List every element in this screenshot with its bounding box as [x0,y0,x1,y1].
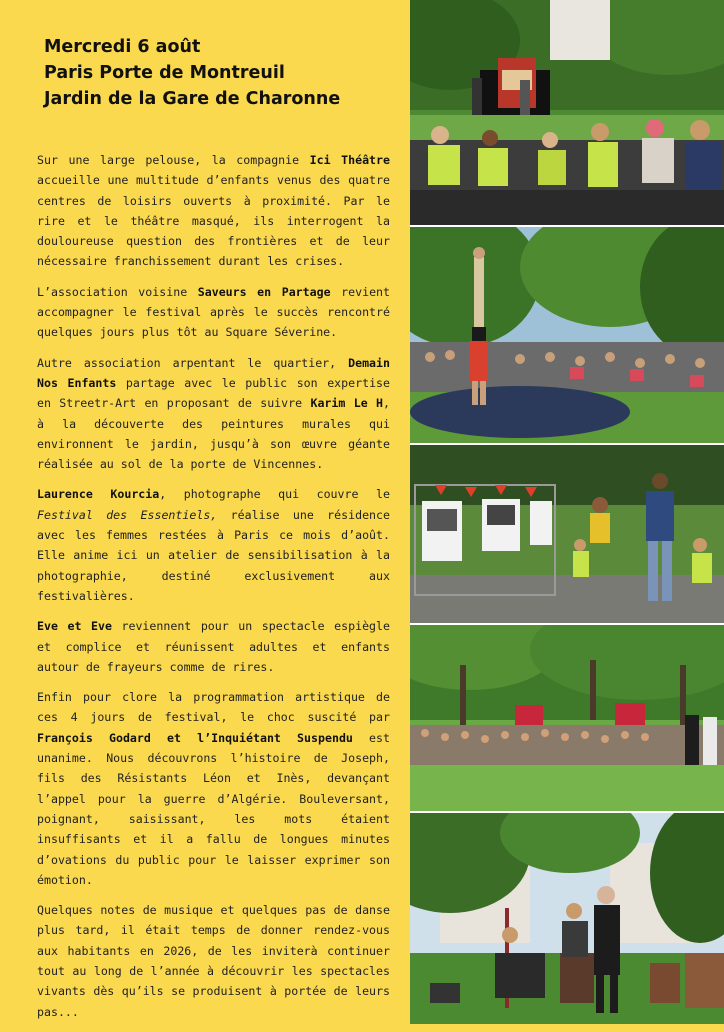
photo-column [410,0,724,1024]
association-name: Demain Nos Enfants [37,355,390,390]
text: L’association voisine [37,284,198,299]
paragraph-closing [37,900,390,1022]
paragraph-laurence-kourcia [37,484,390,606]
heading-date: Mercredi 6 août [44,37,201,57]
text: partage avec le public son expertise en Streetr-Art en proposant de suivre [37,375,391,411]
text: , photographe qui couvre le [159,487,390,502]
company-name: Eve et Eve [37,619,112,634]
association-name: Saveurs en Partage [197,284,331,299]
photo-exhibition-panels [410,445,724,623]
text: reviennent pour un spectacle espiègle et complice et réunissent adultes et enfants autour de frayeurs comme de rires. [37,619,390,674]
artist-name: Karim Le H [310,396,384,411]
text: est unanime. Nous découvrons l’histoire de Joseph, fils des Résistants Léon et Inès, devançant l’appel pour la guerre d’Algérie. Bouleversant, poignant, saisissant, les mots étaient insuffisants et il a fallu de longues minutes d’ovations du public pour le laisser exprimer son émotion. [37,730,391,887]
company-name: François Godard et l’Inquiétant Suspendu [37,730,353,745]
paragraph-demain-nos-enfants [37,353,390,475]
text: Sur une large pelouse, la compagnie [37,153,310,167]
text: revient accompagner le festival après le succès rencontré quelques jours plus tôt au Square Séverine. [37,284,391,340]
photo-seated-crowd-garden [410,625,724,811]
text: Enfin pour clore la programmation artistique de ces 4 jours de festival, le choc suscité par [37,690,390,725]
text: , à la découverte des peintures murales qui environnent le jardin, jusqu’à son œuvre géante réalisée au sol de la porte de Vincennes. [37,396,390,472]
photographer-name: Laurence Kourcia [37,487,160,502]
paragraph-ici-theatre [37,150,390,272]
photo-puppet-theatre-children [410,0,724,225]
photo-acrobat-lawn-audience [410,227,724,443]
paragraph-saveurs [37,282,390,343]
paragraph-eve-et-eve [37,616,390,677]
photo-musicians-performance [410,813,724,1024]
heading-location: Paris Porte de Montreuil [44,63,285,83]
text: Quelques notes de musique et quelques pas de danse plus tard, il était temps de donner rendez-vous aux habitants en 2026, de les inviterà continuer tout au long de l’année à découvrir les spectacles vivants dès qu’ils se produisent à portée de leurs pas... [37,903,390,1019]
text: accueille une multitude d’enfants venus des quatre centres de loisirs ouverts à proximité. Par le rire et le théâtre masqué, ils interrogent la douloureuse question des frontières et de leur nécessaire franchissement durant les crises. [37,173,390,269]
company-name: Ici Théâtre [309,153,390,167]
article-body [37,150,390,1032]
festival-name: Festival des Essentiels, [37,507,218,522]
heading-venue: Jardin de la Gare de Charonne [44,89,341,109]
text: réalise une résidence avec les femmes restées à Paris ce mois d’août. Elle anime ici un atelier de sensibilisation à la photographie, destiné exclusivement aux festivalières. [37,507,391,603]
page-heading [44,34,394,112]
text: Autre association arpentant le quartier, [37,355,349,370]
paragraph-francois-godard [37,687,390,890]
